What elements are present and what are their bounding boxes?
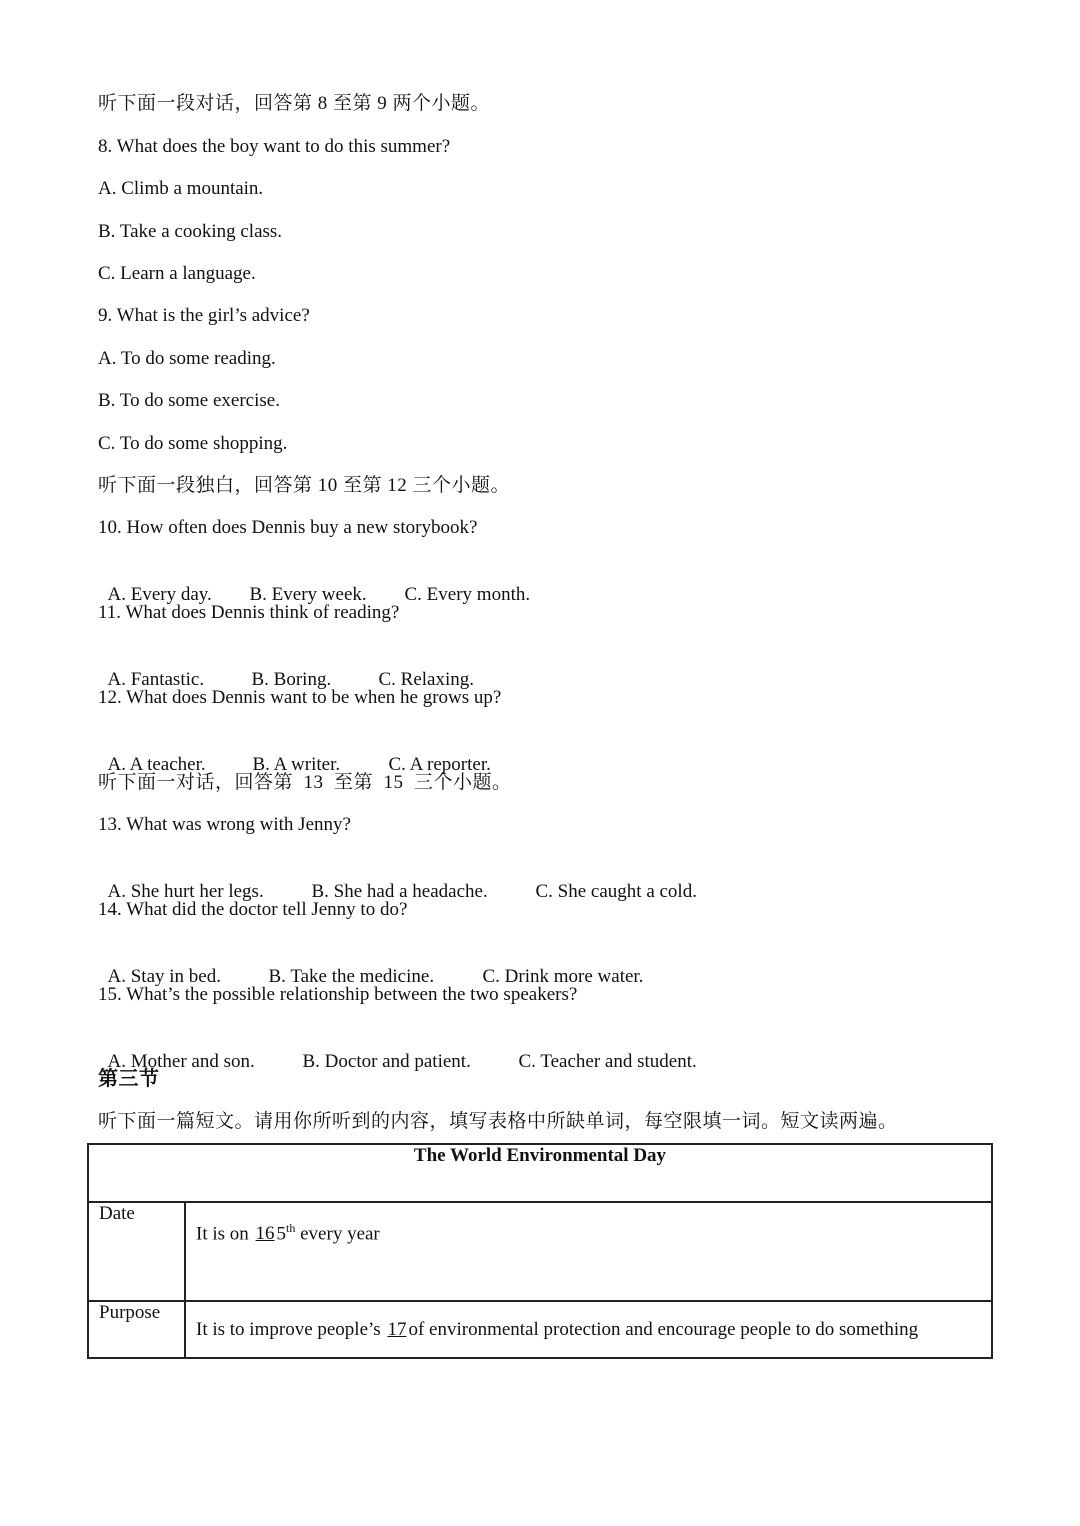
q14-options [98, 941, 643, 989]
q11-options [98, 644, 474, 692]
q11-option-b: B. Boring. [251, 669, 332, 690]
q15-option-a: A. Mother and son. [107, 1051, 255, 1072]
q13-option-a: A. She hurt her legs. [107, 881, 264, 902]
q13-option-c: C. She caught a cold. [535, 881, 697, 902]
q14-option-b: B. Take the medicine. [268, 966, 435, 987]
q10-option-c: C. Every month. [404, 584, 531, 605]
q8-option-c: C. Learn a language. [98, 263, 256, 284]
purpose-label: Purpose [88, 1301, 185, 1358]
date-superscript: th [286, 1221, 296, 1235]
section-heading: 第三节 [98, 1068, 160, 1090]
q8-option-a: A. Climb a mountain. [98, 178, 264, 199]
question-11: 11. What does Dennis think of reading? [98, 602, 400, 623]
q12-options [98, 729, 491, 777]
q9-option-c: C. To do some shopping. [98, 433, 288, 454]
purpose-suffix: of environmental protection and encourage people to do something [408, 1318, 919, 1340]
q14-option-a: A. Stay in bed. [107, 966, 221, 987]
purpose-prefix: It is to improve people’s [196, 1318, 386, 1340]
q11-option-c: C. Relaxing. [378, 669, 475, 690]
q15-option-c: C. Teacher and student. [518, 1051, 697, 1072]
q10-option-b: B. Every week. [249, 584, 367, 605]
q9-option-b: B. To do some exercise. [98, 390, 280, 411]
question-10: 10. How often does Dennis buy a new storybook? [98, 517, 478, 538]
question-8: 8. What does the boy want to do this summer? [98, 136, 451, 157]
blank-17[interactable]: 17 [387, 1318, 407, 1340]
q13-option-b: B. She had a headache. [311, 881, 488, 902]
date-suffix: every year [295, 1223, 380, 1245]
q15-options [98, 1026, 697, 1074]
instruction-q8-q9: 听下面一段对话，回答第 8 至第 9 两个小题。 [98, 93, 491, 114]
instruction-section3: 听下面一篇短文。请用你所听到的内容，填写表格中所缺单词，每空限填一词。短文读两遍。 [98, 1111, 898, 1132]
date-number: 5 [276, 1223, 287, 1245]
question-14: 14. What did the doctor tell Jenny to do? [98, 899, 408, 920]
instruction-q13-q15: 听下面一对话，回答第 13 至第 15 三个小题。 [98, 772, 512, 793]
environment-day-table [87, 1143, 993, 1359]
instruction-q10-q12: 听下面一段独白，回答第 10 至第 12 三个小题。 [98, 475, 511, 496]
q8-option-b: B. Take a cooking class. [98, 221, 283, 242]
q11-option-a: A. Fantastic. [107, 669, 205, 690]
q12-option-c: C. A reporter. [388, 754, 491, 775]
q12-option-b: B. A writer. [252, 754, 341, 775]
date-label: Date [88, 1202, 185, 1301]
question-12: 12. What does Dennis want to be when he grows up? [98, 687, 502, 708]
date-prefix: It is on [196, 1223, 254, 1245]
question-15: 15. What’s the possible relationship between the two speakers? [98, 984, 578, 1005]
date-content [185, 1202, 992, 1301]
table-title: The World Environmental Day [88, 1144, 992, 1202]
blank-16[interactable]: 16 [255, 1223, 275, 1245]
q10-option-a: A. Every day. [107, 584, 212, 605]
question-9: 9. What is the girl’s advice? [98, 305, 310, 326]
q10-options [98, 559, 530, 607]
q13-options [98, 856, 697, 904]
question-13: 13. What was wrong with Jenny? [98, 814, 351, 835]
q15-option-b: B. Doctor and patient. [302, 1051, 471, 1072]
q9-option-a: A. To do some reading. [98, 348, 276, 369]
q12-option-a: A. A teacher. [107, 754, 206, 775]
q14-option-c: C. Drink more water. [482, 966, 644, 987]
purpose-content [185, 1301, 992, 1358]
